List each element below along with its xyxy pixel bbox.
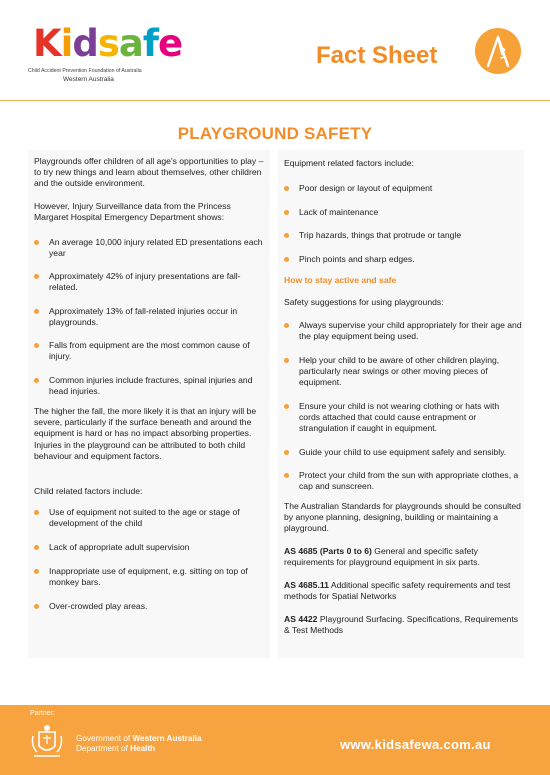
right-column [278, 150, 526, 658]
child-factors-heading: Child related factors include: [34, 486, 143, 496]
bullet-icon [34, 240, 39, 245]
list-item: Help your child to be aware of other children playing, particularly near swings or other moving pieces of equipment. [284, 355, 522, 389]
list-item: Inappropriate use of equipment, e.g. sitting on top of monkey bars. [34, 566, 264, 588]
header [0, 0, 550, 100]
surveillance-intro: However, Injury Surveillance data from the Princess Margaret Hospital Emergency Department shows: [34, 201, 231, 223]
list-item: Approximately 42% of injury presentations are fall-related. [34, 271, 264, 293]
standard-item: AS 4422 Playground Surfacing. Specifications, Requirements & Test Methods [284, 614, 519, 636]
standard-item: AS 4685.11 Additional specific safety requirements and test methods for Spatial Networks [284, 580, 511, 602]
bullet-icon [34, 604, 39, 609]
bullet-icon [34, 274, 39, 279]
bullet-icon [284, 210, 289, 215]
standard-code: AS 4685.11 [284, 580, 329, 590]
list-item: Lack of appropriate adult supervision [34, 542, 264, 553]
partner-label: Partner: [30, 710, 55, 717]
list-item: Pinch points and sharp edges. [284, 254, 522, 265]
list-item: Approximately 13% of fall-related injuries occur in playgrounds. [34, 306, 264, 328]
bullet-icon [34, 378, 39, 383]
government-department-text: Government of Western Australia Department of Health [76, 734, 202, 753]
list-item: Trip hazards, things that protrude or tangle [284, 230, 522, 241]
bullet-icon [284, 323, 289, 328]
list-item: Over-crowded play areas. [34, 601, 264, 612]
list-item: Protect your child from the sun with appropriate clothes, a cap and sunscreen. [284, 470, 522, 492]
list-item: Common injuries include fractures, spinal injuries and head injuries. [34, 375, 264, 397]
logo-subtitle: Child Accident Prevention Foundation of Australia [28, 68, 142, 74]
suggestions-heading: Safety suggestions for using playgrounds: [284, 297, 444, 307]
fall-severity-paragraph: The higher the fall, the more likely it is that an injury will be severe, particularly if the surface beneath and around the equipment is hard or has no impact absorbing properties. Injuries in the playground can be attributed to both child behaviour and equipment factors. [34, 406, 257, 461]
bullet-icon [34, 569, 39, 574]
bullet-icon [284, 186, 289, 191]
bullet-icon [34, 510, 39, 515]
standard-item: AS 4685 (Parts 0 to 6) General and specific safety requirements for playground equipment in six parts. [284, 546, 480, 568]
playground-swing-icon [475, 28, 521, 74]
page-title: PLAYGROUND SAFETY [177, 124, 373, 143]
standard-code: AS 4422 [284, 614, 318, 624]
website-link[interactable]: www.kidsafewa.com.au [340, 737, 491, 752]
list-item: Lack of maintenance [284, 207, 522, 218]
standards-intro: The Australian Standards for playgrounds should be consulted by anyone planning, designing, building or maintaining a playground. [284, 501, 521, 534]
header-divider [0, 100, 550, 101]
bullet-icon [34, 343, 39, 348]
logo-wordmark: Kidsafe [33, 22, 183, 65]
fact-sheet-title: Fact Sheet [316, 42, 438, 69]
list-item: Poor design or layout of equipment [284, 183, 522, 194]
bullet-icon [284, 257, 289, 262]
bullet-icon [284, 233, 289, 238]
list-item: Falls from equipment are the most common cause of injury. [34, 340, 264, 362]
list-item: Ensure your child is not wearing clothing or hats with cords attached that could cause entrapment or strangulation if caught in equipment. [284, 401, 522, 435]
list-item: Use of equipment not suited to the age or stage of development of the child [34, 507, 264, 529]
bullet-icon [34, 309, 39, 314]
bullet-icon [284, 473, 289, 478]
wa-government-crest-icon [30, 722, 64, 760]
left-column [28, 150, 268, 658]
intro-paragraph: Playgrounds offer children of all age's opportunities to play – to try new things and learn about themselves, other children and the outside environment. [34, 156, 264, 189]
bullet-icon [34, 545, 39, 550]
bullet-icon [284, 404, 289, 409]
logo-region: Western Australia [63, 76, 114, 83]
equipment-factors-heading: Equipment related factors include: [284, 158, 414, 168]
list-item: An average 10,000 injury related ED presentations each year [34, 237, 264, 259]
standard-code: AS 4685 (Parts 0 to 6) [284, 546, 372, 556]
list-item: Guide your child to use equipment safely and sensibly. [284, 447, 522, 458]
bullet-icon [284, 358, 289, 363]
kidsafe-logo[interactable] [28, 20, 183, 90]
active-safe-heading: How to stay active and safe [284, 275, 397, 285]
list-item: Always supervise your child appropriately for their age and the play equipment being used. [284, 320, 522, 342]
bullet-icon [284, 450, 289, 455]
